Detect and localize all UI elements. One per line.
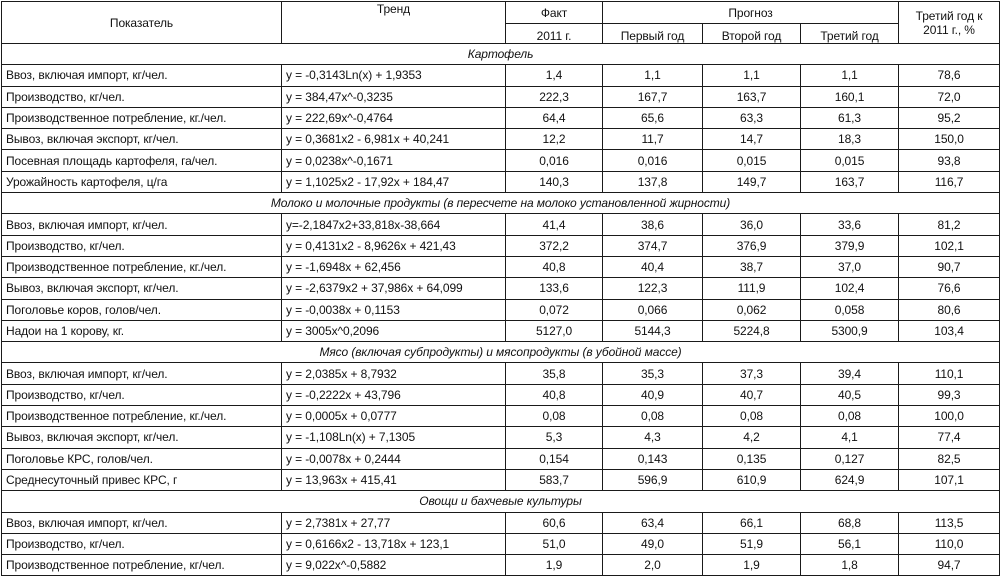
ratio-percent-cell: 113,5: [899, 512, 1000, 533]
section-row: [2, 491, 1000, 512]
table-row: [2, 448, 1000, 469]
indicator-cell: Производство, кг/чел.: [2, 533, 282, 554]
forecast-year2-cell: 37,3: [703, 363, 801, 384]
fact-2011-cell: 140,3: [506, 171, 603, 192]
ratio-percent-cell: 77,4: [899, 427, 1000, 448]
table-row: [2, 469, 1000, 490]
ratio-percent-cell: 95,2: [899, 107, 1000, 128]
forecast-year2-cell: 163,7: [703, 86, 801, 107]
table-row: [2, 171, 1000, 192]
trend-cell: y = 3005x^0,2096: [282, 320, 506, 341]
fact-2011-cell: 51,0: [506, 533, 603, 554]
header-trend: Тренд: [282, 2, 506, 44]
forecast-year1-cell: 38,6: [603, 214, 703, 235]
forecast-year3-cell: 39,4: [801, 363, 899, 384]
trend-cell: y = 0,0005x + 0,0777: [282, 406, 506, 427]
forecast-year2-cell: 0,08: [703, 406, 801, 427]
ratio-percent-cell: 107,1: [899, 469, 1000, 490]
forecast-year3-cell: 0,058: [801, 299, 899, 320]
forecast-year1-cell: 5144,3: [603, 320, 703, 341]
forecast-year3-cell: 68,8: [801, 512, 899, 533]
section-title: Картофель: [2, 44, 1000, 65]
trend-cell: y = -0,2222x + 43,796: [282, 384, 506, 405]
forecast-year3-cell: 163,7: [801, 171, 899, 192]
forecast-year1-cell: 596,9: [603, 469, 703, 490]
table-row: [2, 427, 1000, 448]
forecast-year3-cell: 1,1: [801, 65, 899, 86]
fact-2011-cell: 5,3: [506, 427, 603, 448]
indicator-cell: Урожайность картофеля, ц/га: [2, 171, 282, 192]
table-row: [2, 533, 1000, 554]
fact-2011-cell: 0,016: [506, 150, 603, 171]
section-row: [2, 342, 1000, 363]
fact-2011-cell: 372,2: [506, 235, 603, 256]
trend-cell: y = -1,6948x + 62,456: [282, 256, 506, 277]
ratio-percent-cell: 90,7: [899, 256, 1000, 277]
table-row: [2, 384, 1000, 405]
trend-cell: y=-2,1847x2+33,818x-38,664: [282, 214, 506, 235]
forecast-year2-cell: 66,1: [703, 512, 801, 533]
ratio-percent-cell: 102,1: [899, 235, 1000, 256]
fact-2011-cell: 1,9: [506, 555, 603, 576]
ratio-percent-cell: 81,2: [899, 214, 1000, 235]
header-forecast: Прогноз: [603, 2, 899, 24]
forecast-year1-cell: 1,1: [603, 65, 703, 86]
forecast-year1-cell: 0,143: [603, 448, 703, 469]
forecast-year3-cell: 624,9: [801, 469, 899, 490]
forecast-year1-cell: 2,0: [603, 555, 703, 576]
indicator-cell: Ввоз, включая импорт, кг/чел.: [2, 363, 282, 384]
forecast-year2-cell: 40,7: [703, 384, 801, 405]
forecast-year2-cell: 51,9: [703, 533, 801, 554]
table-row: [2, 406, 1000, 427]
header-ratio: [899, 2, 1000, 44]
trend-cell: y = 2,7381x + 27,77: [282, 512, 506, 533]
ratio-percent-cell: 103,4: [899, 320, 1000, 341]
section-row: [2, 44, 1000, 65]
indicator-cell: Посевная площадь картофеля, га/чел.: [2, 150, 282, 171]
forecast-year2-cell: 610,9: [703, 469, 801, 490]
forecast-year2-cell: 63,3: [703, 107, 801, 128]
section-title: Мясо (включая субпродукты) и мясопродукты (в убойной массе): [2, 342, 1000, 363]
header-ratio-line2: 2011 г., %: [923, 22, 975, 37]
trend-cell: y = 13,963x + 415,41: [282, 469, 506, 490]
forecast-year2-cell: 1,9: [703, 555, 801, 576]
forecast-year3-cell: 61,3: [801, 107, 899, 128]
fact-2011-cell: 0,08: [506, 406, 603, 427]
forecast-year2-cell: 1,1: [703, 65, 801, 86]
table-row: [2, 65, 1000, 86]
forecast-year3-cell: 56,1: [801, 533, 899, 554]
forecast-year3-cell: 40,5: [801, 384, 899, 405]
section-row: [2, 193, 1000, 214]
trend-cell: y = -0,3143Ln(x) + 1,9353: [282, 65, 506, 86]
indicator-cell: Производственное потребление, кг./чел.: [2, 107, 282, 128]
ratio-percent-cell: 150,0: [899, 129, 1000, 150]
fact-2011-cell: 0,072: [506, 299, 603, 320]
forecast-year1-cell: 374,7: [603, 235, 703, 256]
forecast-year1-cell: 0,016: [603, 150, 703, 171]
trend-cell: y = -2,6379x2 + 37,986x + 64,099: [282, 278, 506, 299]
forecast-year2-cell: 38,7: [703, 256, 801, 277]
indicator-cell: Поголовье КРС, голов/чел.: [2, 448, 282, 469]
forecast-year2-cell: 0,062: [703, 299, 801, 320]
forecast-year3-cell: 160,1: [801, 86, 899, 107]
trend-cell: y = -1,108Ln(x) + 7,1305: [282, 427, 506, 448]
fact-2011-cell: 0,154: [506, 448, 603, 469]
indicator-cell: Вывоз, включая экспорт, кг/чел.: [2, 129, 282, 150]
ratio-percent-cell: 100,0: [899, 406, 1000, 427]
fact-2011-cell: 41,4: [506, 214, 603, 235]
indicator-cell: Надои на 1 корову, кг.: [2, 320, 282, 341]
table-row: [2, 299, 1000, 320]
trend-cell: y = 222,69x^-0,4764: [282, 107, 506, 128]
forecast-year2-cell: 14,7: [703, 129, 801, 150]
forecast-year2-cell: 36,0: [703, 214, 801, 235]
fact-2011-cell: 222,3: [506, 86, 603, 107]
fact-2011-cell: 1,4: [506, 65, 603, 86]
table-row: [2, 86, 1000, 107]
header-fact-year: 2011 г.: [506, 24, 603, 44]
table-row: [2, 320, 1000, 341]
indicator-cell: Производство, кг/чел.: [2, 384, 282, 405]
forecast-year1-cell: 167,7: [603, 86, 703, 107]
indicator-cell: Производственное потребление, кг/чел.: [2, 555, 282, 576]
indicator-cell: Среднесуточный привес КРС, г: [2, 469, 282, 490]
fact-2011-cell: 5127,0: [506, 320, 603, 341]
ratio-percent-cell: 94,7: [899, 555, 1000, 576]
ratio-percent-cell: 99,3: [899, 384, 1000, 405]
header-year2: Второй год: [703, 24, 801, 44]
ratio-percent-cell: 110,0: [899, 533, 1000, 554]
forecast-year3-cell: 1,8: [801, 555, 899, 576]
table-row: [2, 555, 1000, 576]
trend-cell: y = 1,1025x2 - 17,92x + 184,47: [282, 171, 506, 192]
table-row: [2, 150, 1000, 171]
forecast-year3-cell: 4,1: [801, 427, 899, 448]
forecast-year3-cell: 5300,9: [801, 320, 899, 341]
forecast-year1-cell: 65,6: [603, 107, 703, 128]
section-title: Овощи и бахчевые культуры: [2, 491, 1000, 512]
indicator-cell: Ввоз, включая импорт, кг/чел.: [2, 214, 282, 235]
forecast-year3-cell: 37,0: [801, 256, 899, 277]
forecast-year1-cell: 40,4: [603, 256, 703, 277]
forecast-year1-cell: 11,7: [603, 129, 703, 150]
table-row: [2, 129, 1000, 150]
fact-2011-cell: 583,7: [506, 469, 603, 490]
header-year1: Первый год: [603, 24, 703, 44]
table-row: [2, 278, 1000, 299]
table-row: [2, 363, 1000, 384]
forecast-year3-cell: 0,127: [801, 448, 899, 469]
forecast-year1-cell: 122,3: [603, 278, 703, 299]
trend-cell: y = 0,6166x2 - 13,718x + 123,1: [282, 533, 506, 554]
forecast-year3-cell: 18,3: [801, 129, 899, 150]
section-title: Молоко и молочные продукты (в пересчете на молоко установленной жирности): [2, 193, 1000, 214]
forecast-year1-cell: 63,4: [603, 512, 703, 533]
forecast-year3-cell: 0,015: [801, 150, 899, 171]
forecast-year1-cell: 4,3: [603, 427, 703, 448]
indicator-cell: Ввоз, включая импорт, кг/чел.: [2, 512, 282, 533]
header-ratio-line1: Третий год к: [915, 8, 983, 23]
trend-cell: y = 0,4131x2 - 8,9626x + 421,43: [282, 235, 506, 256]
ratio-percent-cell: 116,7: [899, 171, 1000, 192]
trend-cell: y = 0,0238x^-0,1671: [282, 150, 506, 171]
ratio-percent-cell: 93,8: [899, 150, 1000, 171]
forecast-table: [1, 1, 1000, 576]
forecast-year3-cell: 0,08: [801, 406, 899, 427]
forecast-year1-cell: 0,066: [603, 299, 703, 320]
fact-2011-cell: 133,6: [506, 278, 603, 299]
indicator-cell: Производственное потребление, кг./чел.: [2, 406, 282, 427]
trend-cell: y = -0,0038x + 0,1153: [282, 299, 506, 320]
table-row: [2, 214, 1000, 235]
forecast-year1-cell: 35,3: [603, 363, 703, 384]
fact-2011-cell: 12,2: [506, 129, 603, 150]
trend-cell: y = -0,0078x + 0,2444: [282, 448, 506, 469]
forecast-year1-cell: 0,08: [603, 406, 703, 427]
indicator-cell: Ввоз, включая импорт, кг/чел.: [2, 65, 282, 86]
fact-2011-cell: 35,8: [506, 363, 603, 384]
forecast-year2-cell: 111,9: [703, 278, 801, 299]
forecast-year2-cell: 0,135: [703, 448, 801, 469]
trend-cell: y = 2,0385x + 8,7932: [282, 363, 506, 384]
indicator-cell: Производственное потребление, кг./чел.: [2, 256, 282, 277]
table-row: [2, 235, 1000, 256]
indicator-cell: Производство, кг/чел.: [2, 235, 282, 256]
forecast-year3-cell: 33,6: [801, 214, 899, 235]
table-row: [2, 256, 1000, 277]
ratio-percent-cell: 78,6: [899, 65, 1000, 86]
indicator-cell: Производство, кг/чел.: [2, 86, 282, 107]
table-body: [2, 44, 1000, 576]
forecast-year2-cell: 376,9: [703, 235, 801, 256]
header-indicator: Показатель: [2, 2, 282, 44]
trend-cell: y = 384,47x^-0,3235: [282, 86, 506, 107]
header-fact: Факт: [506, 2, 603, 24]
forecast-year1-cell: 49,0: [603, 533, 703, 554]
trend-cell: y = 9,022x^-0,5882: [282, 555, 506, 576]
indicator-cell: Вывоз, включая экспорт, кг/чел.: [2, 278, 282, 299]
forecast-year1-cell: 137,8: [603, 171, 703, 192]
ratio-percent-cell: 82,5: [899, 448, 1000, 469]
table-header: [2, 2, 1000, 44]
indicator-cell: Поголовье коров, голов/чел.: [2, 299, 282, 320]
forecast-year1-cell: 40,9: [603, 384, 703, 405]
forecast-year2-cell: 5224,8: [703, 320, 801, 341]
indicator-cell: Вывоз, включая экспорт, кг/чел.: [2, 427, 282, 448]
header-year3: Третий год: [801, 24, 899, 44]
ratio-percent-cell: 72,0: [899, 86, 1000, 107]
forecast-year2-cell: 149,7: [703, 171, 801, 192]
ratio-percent-cell: 76,6: [899, 278, 1000, 299]
trend-cell: y = 0,3681x2 - 6,981x + 40,241: [282, 129, 506, 150]
fact-2011-cell: 40,8: [506, 384, 603, 405]
ratio-percent-cell: 110,1: [899, 363, 1000, 384]
table-row: [2, 512, 1000, 533]
table-row: [2, 107, 1000, 128]
fact-2011-cell: 64,4: [506, 107, 603, 128]
forecast-year2-cell: 4,2: [703, 427, 801, 448]
ratio-percent-cell: 80,6: [899, 299, 1000, 320]
fact-2011-cell: 60,6: [506, 512, 603, 533]
forecast-year2-cell: 0,015: [703, 150, 801, 171]
forecast-year3-cell: 379,9: [801, 235, 899, 256]
fact-2011-cell: 40,8: [506, 256, 603, 277]
forecast-year3-cell: 102,4: [801, 278, 899, 299]
